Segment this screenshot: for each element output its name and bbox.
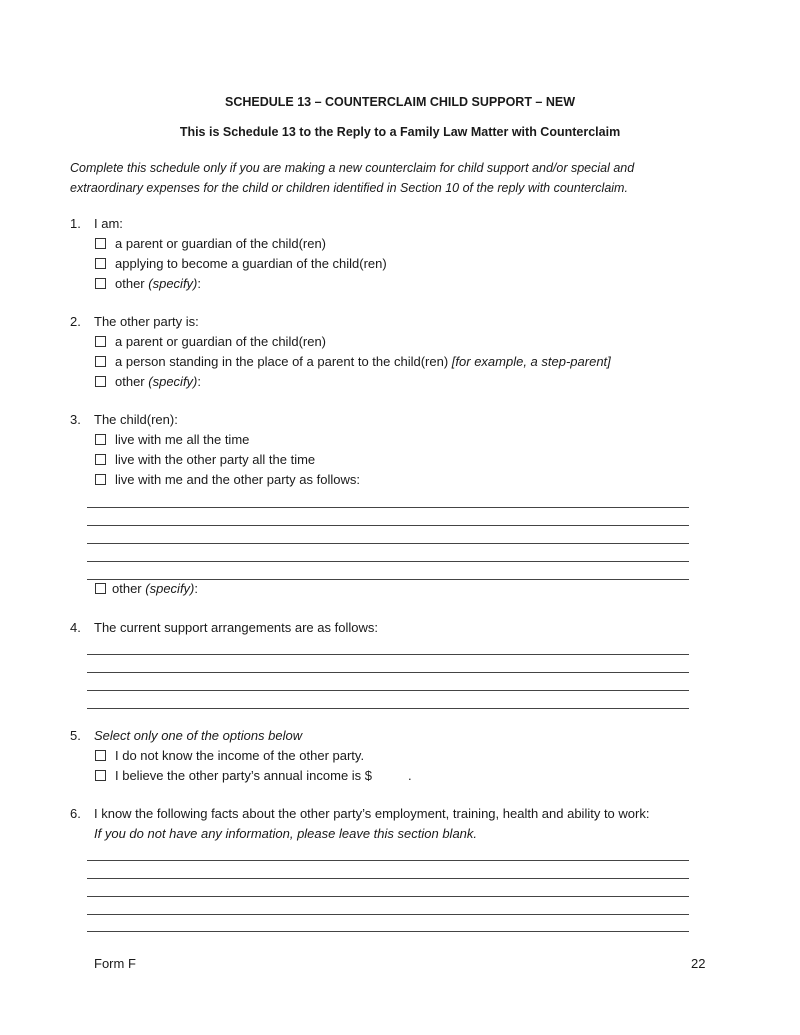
schedule-title: SCHEDULE 13 – COUNTERCLAIM CHILD SUPPORT – NEW	[224, 95, 576, 109]
s3-option-live-with-me[interactable]	[95, 432, 249, 447]
s3-answer-line[interactable]	[87, 561, 689, 562]
checkbox-icon[interactable]	[95, 376, 106, 387]
section-2-number: 2.	[70, 314, 81, 329]
checkbox-icon[interactable]	[95, 336, 106, 347]
s4-answer-line[interactable]	[87, 654, 689, 655]
s3-answer-line[interactable]	[87, 525, 689, 526]
section-6-stem: I know the following facts about the other party’s employment, training, health and ability to work:	[94, 806, 650, 821]
s5-option-known-income[interactable]	[95, 768, 412, 783]
example-note: [for example, a step-parent]	[451, 354, 611, 369]
s3-option-shared[interactable]	[95, 472, 360, 487]
s3-answer-line[interactable]	[87, 507, 689, 508]
specify-label: (specify)	[145, 581, 195, 596]
intro-instructions: Complete this schedule only if you are making a new counterclaim for child support and/or special and extraordinary expenses for the child or children identified in Section 10 of the reply with counterclaim.	[70, 161, 635, 195]
colon: :	[197, 276, 202, 291]
option-label: other	[115, 276, 145, 291]
s6-answer-line[interactable]	[87, 896, 689, 897]
section-2-stem: The other party is:	[94, 314, 199, 329]
option-label: a parent or guardian of the child(ren)	[115, 236, 327, 251]
s6-answer-line[interactable]	[87, 878, 689, 879]
section-6-number: 6.	[70, 806, 81, 821]
option-label: live with the other party all the time	[115, 452, 316, 467]
option-label: I do not know the income of the other party.	[115, 748, 365, 763]
period: .	[408, 768, 412, 783]
section-5-number: 5.	[70, 728, 81, 743]
option-label: a person standing in the place of a parent to the child(ren)	[115, 354, 449, 369]
s6-answer-line[interactable]	[87, 860, 689, 861]
section-5-stem: Select only one of the options below	[94, 728, 303, 743]
s2-option-parent-guardian[interactable]	[95, 334, 326, 349]
option-label: live with me and the other party as follows:	[115, 472, 360, 487]
s4-answer-line[interactable]	[87, 690, 689, 691]
s3-option-other[interactable]	[95, 581, 198, 596]
s2-option-other[interactable]	[95, 374, 201, 389]
specify-label: (specify)	[148, 374, 198, 389]
checkbox-icon[interactable]	[95, 454, 106, 465]
section-4-number: 4.	[70, 620, 81, 635]
option-label: other	[115, 374, 145, 389]
s4-answer-line[interactable]	[87, 672, 689, 673]
option-label: I believe the other party’s annual income is $	[115, 768, 373, 783]
s1-option-applying-guardian[interactable]	[95, 256, 387, 271]
checkbox-icon[interactable]	[95, 434, 106, 445]
s2-option-person-in-place[interactable]	[95, 354, 611, 369]
checkbox-icon[interactable]	[95, 356, 106, 367]
s3-answer-line[interactable]	[87, 543, 689, 544]
section-3-stem: The child(ren):	[94, 412, 178, 427]
option-label: live with me all the time	[115, 432, 250, 447]
option-label: a parent or guardian of the child(ren)	[115, 334, 327, 349]
checkbox-icon[interactable]	[95, 583, 106, 594]
s3-option-live-with-other[interactable]	[95, 452, 315, 467]
footer-page-number: 22	[691, 956, 706, 971]
section-1-stem: I am:	[94, 216, 123, 231]
s6-answer-line[interactable]	[87, 931, 689, 932]
s5-option-unknown-income[interactable]	[95, 748, 364, 763]
section-3-number: 3.	[70, 412, 81, 427]
schedule-subtitle: This is Schedule 13 to the Reply to a Family Law Matter with Counterclaim	[179, 125, 621, 139]
s3-answer-line[interactable]	[87, 579, 689, 580]
s1-option-other[interactable]	[95, 276, 201, 291]
checkbox-icon[interactable]	[95, 750, 106, 761]
section-6-note: If you do not have any information, please leave this section blank.	[94, 826, 478, 841]
checkbox-icon[interactable]	[95, 238, 106, 249]
checkbox-icon[interactable]	[95, 278, 106, 289]
option-label: applying to become a guardian of the child(ren)	[115, 256, 387, 271]
option-label: other	[112, 581, 142, 596]
specify-label: (specify)	[148, 276, 198, 291]
checkbox-icon[interactable]	[95, 770, 106, 781]
colon: :	[194, 581, 199, 596]
s6-answer-line[interactable]	[87, 914, 689, 915]
s1-option-parent-guardian[interactable]	[95, 236, 326, 251]
checkbox-icon[interactable]	[95, 258, 106, 269]
s4-answer-line[interactable]	[87, 708, 689, 709]
checkbox-icon[interactable]	[95, 474, 106, 485]
section-1-number: 1.	[70, 216, 81, 231]
colon: :	[197, 374, 202, 389]
section-4-stem: The current support arrangements are as follows:	[94, 620, 378, 635]
footer-form-name: Form F	[94, 956, 136, 971]
